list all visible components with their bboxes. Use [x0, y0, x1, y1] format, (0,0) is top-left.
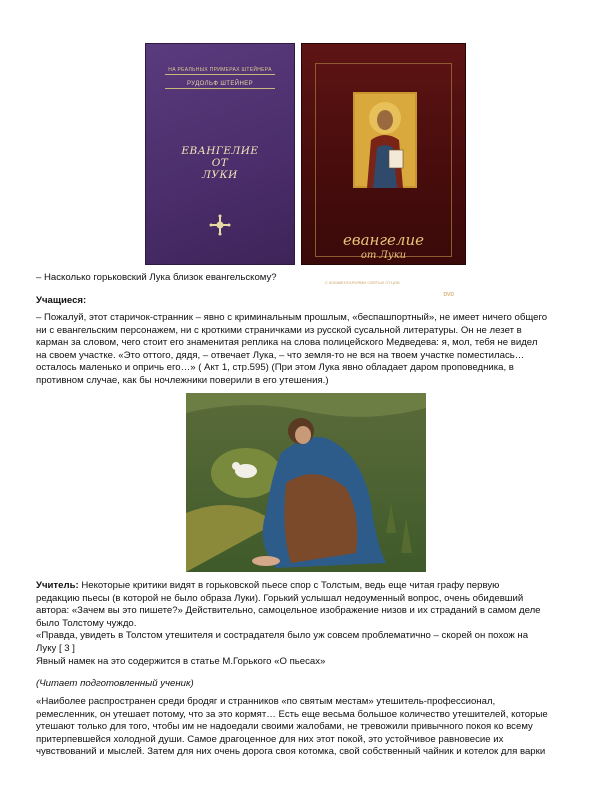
- teacher-paragraph: [36, 580, 576, 668]
- paragraph-line: было Толстому чуждо.: [36, 617, 137, 629]
- final-quote-paragraph: [36, 696, 576, 759]
- ornament-icon: [208, 213, 232, 237]
- paragraph-line: утешают только для того, чтобы им не надоедали своими жалобами, не тревожили привычного покоя ко всему: [36, 721, 533, 733]
- cover-rule: [165, 74, 275, 75]
- cover-title: [301, 233, 466, 263]
- paragraph-line: «Наиболее распространен среди бродяг и странников «по святым местам» утешитель-профессионал,: [36, 696, 496, 707]
- cover-rule: [165, 88, 275, 89]
- paragraph-line: карман за словом, чего стоит его знаменитая реплика на слова полицейского Медведева: я, мол, тебя не видел: [36, 337, 538, 349]
- paragraph-line: ни с евангельским персонажем, ни с кроткими страничками из русской сусальной литературы. Он не лезет в: [36, 324, 522, 336]
- cover-title-line: от Луки: [360, 250, 407, 261]
- paragraph-line: автора: «Зачем вы это пишете?» Действительно, самоцельное изображение низов и их страданий в самом деле: [36, 605, 541, 617]
- paragraph-line: чувствований и мыслей. Затем для них очень дорога своя котомка, свой собственный чайник и котелок для варки: [36, 746, 546, 758]
- paragraph-line: [36, 580, 576, 593]
- paragraph-line: осталось маленько и опричь его…» ( Акт 1, стр.595) (При этом Лука явно обладает даром проповедника, в: [36, 362, 514, 374]
- reader-note: (Читает подготовленный ученик): [36, 678, 194, 689]
- paragraph-line: противном случае, как бы ночлежники поверили в его утешения.): [36, 374, 329, 386]
- book-cover-gospel: [301, 43, 466, 298]
- cover-title-line: евангелие: [343, 231, 424, 249]
- paragraph-line: на своем участке. «Это оттого, дядя, – отвечает Лука, – что земля-то не вся на твоем участке поместилась…: [36, 349, 525, 361]
- paragraph-line: «Правда, увидеть в Толстом утешителя и сострадателя было уж совсем проблематично – скорей он похож на: [36, 630, 529, 642]
- cover-title-line: ЕВАНГЕЛИЕ: [181, 145, 259, 157]
- cover-author: РУДОЛЬФ ШТЕЙНЕР: [187, 81, 253, 87]
- students-label: Учащиеся:: [36, 295, 87, 306]
- students-paragraph: [36, 312, 576, 388]
- cover-title: [145, 145, 295, 181]
- cover-title-line: ОТ: [211, 157, 229, 169]
- question-line: – Насколько горьковский Лука близок евангельскому?: [36, 272, 277, 283]
- cover-caption: С КОММЕНТАРИЯМИ СВЯТЫХ ОТЦОВ: [325, 280, 400, 285]
- teacher-label: Учитель:: [36, 580, 79, 591]
- book-cover-steiner: [145, 43, 295, 265]
- christ-icon: [353, 92, 417, 188]
- painting-john-baptist: [186, 393, 426, 572]
- dvd-badge: DVD: [443, 292, 454, 298]
- paragraph-line: редакцию пьесы (в которой не было образа Луки). Горький услышал недоуменный вопрос, очень обидевший: [36, 592, 524, 604]
- paragraph-line: Луку [ 3 ]: [36, 642, 75, 654]
- paragraph-line: Явный намек на это содержится в статье М.Горького «О пьесах»: [36, 655, 326, 667]
- cover-series-text: НА РЕАЛЬНЫХ ПРИМЕРАХ ШТЕЙНЕРА: [168, 67, 272, 73]
- paragraph-text: Некоторые критики видят в горьковской пьесе спор с Толстым, ведь еще читая графу первую: [78, 580, 500, 591]
- cover-title-line: ЛУКИ: [202, 169, 238, 181]
- paragraph-line: ремесленник, он утешает потому, что за это кормят… Есть еще весьма большое количество утешителей, которые: [36, 708, 548, 720]
- paragraph-line: – Пожалуй, этот старичок-странник – явно с криминальным прошлым, «беспашпортный», не имеет ничего общего: [36, 312, 548, 323]
- paragraph-line: притерпевшейся холодной души. Самое драгоценное для них этот покой, это устойчивое равновесие их: [36, 733, 504, 745]
